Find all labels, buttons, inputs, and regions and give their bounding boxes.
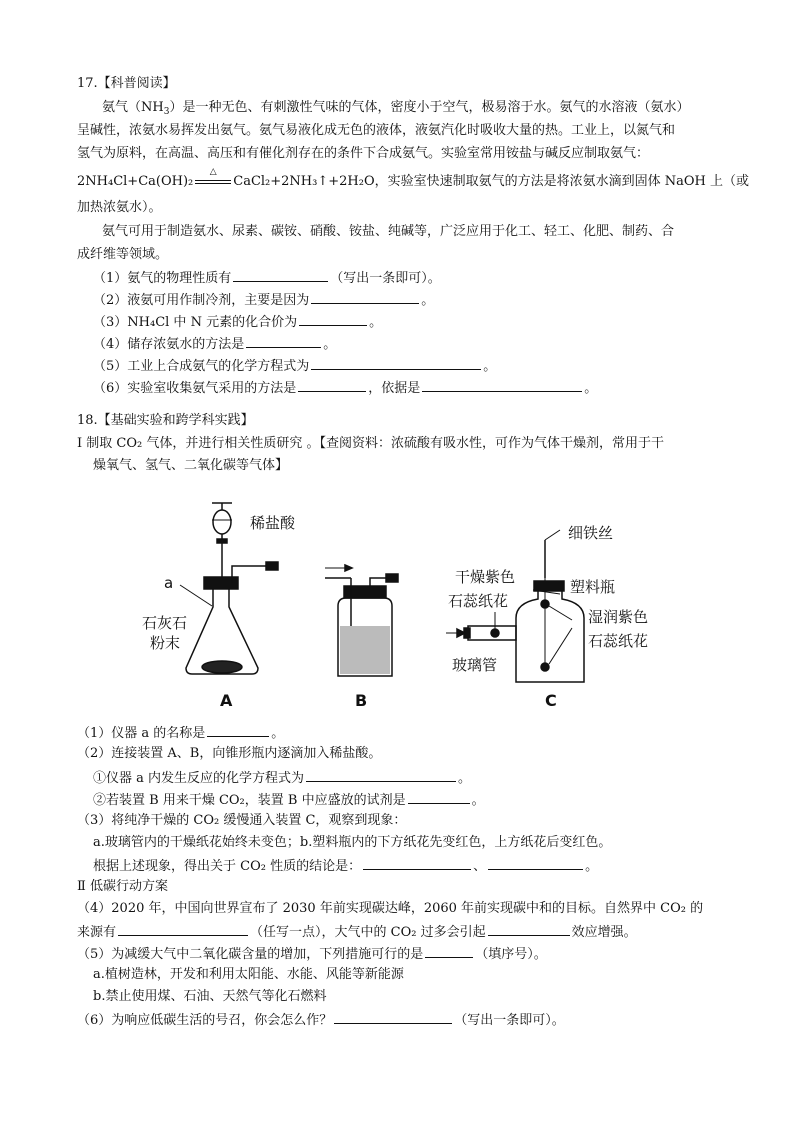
heating-symbol: △ — [193, 172, 233, 192]
q17-paragraph-6: 氨气可用于制造氨水、尿素、碳铵、硝酸、铵盐、纯碱等，广泛应用于化工、轻工、化肥、制药、合 — [102, 224, 675, 239]
answer-blank[interactable] — [363, 855, 471, 870]
fig-label-iron-wire: 细铁丝 — [568, 524, 614, 542]
q17-header: 17.【科普阅读】 — [77, 76, 176, 91]
q18-sub-4-line1: （4）2020 年，中国向世界宣布了 2030 年前实现碳达峰，2060 年前实现碳中和的目标。自然界中 CO₂ 的 — [77, 901, 704, 916]
answer-blank[interactable] — [118, 921, 248, 936]
q18-sub-5-option-b: b.禁止使用煤、石油、天然气等化石燃料 — [93, 989, 327, 1004]
q18-sub-4-line2: 来源有 （任写一点），大气中的 CO₂ 过多会引起 效应增强。 — [77, 921, 637, 943]
answer-blank[interactable] — [488, 855, 583, 870]
answer-blank[interactable] — [334, 1009, 452, 1024]
q18-sub-3: （3）将纯净干燥的 CO₂ 缓慢通入装置 C，观察到现象： — [77, 813, 407, 828]
q18-sub-1: （1）仪器 a 的名称是 。 — [77, 722, 284, 744]
fig-label-litmus-2: 石蕊纸花 — [588, 632, 649, 650]
paper-flower-bottom — [541, 663, 549, 671]
stopper — [534, 581, 564, 591]
q17-sub-1: （1）氨气的物理性质有 （写出一条即可）。 — [93, 267, 441, 289]
separatory-funnel-bulb — [213, 510, 231, 534]
answer-blank[interactable] — [306, 767, 456, 782]
paper-flower-top — [541, 600, 549, 608]
q18-sub-2: （2）连接装置 A、B，向锥形瓶内逐滴加入稀盐酸。 — [77, 746, 382, 761]
q17-paragraph-7: 成纤维等领域。 — [77, 247, 169, 262]
answer-blank[interactable] — [408, 789, 470, 804]
dry-paper-flower — [491, 629, 499, 637]
q17-paragraph-3: 氢气为原料，在高温、高压和有催化剂存在的条件下合成氨气。实验室常用铵盐与碱反应制取氨气： — [77, 146, 650, 161]
fig-label-powder: 粉末 — [150, 634, 181, 652]
q18-part1-line2: 燥氧气、氢气、二氧化碳等气体】 — [93, 458, 289, 473]
fig-label-glass-tube: 玻璃管 — [452, 656, 498, 674]
fig-label-plastic-bottle: 塑料瓶 — [570, 578, 616, 596]
fig-label-B: B — [355, 691, 368, 710]
answer-blank[interactable] — [425, 943, 473, 958]
q18-header: 18.【基础实验和跨学科实践】 — [77, 413, 254, 428]
fig-label-C: C — [545, 691, 557, 710]
plastic-bottle — [516, 591, 584, 682]
q18-sub-5-option-a: a.植树造林，开发和利用太阳能、水能、风能等新能源 — [93, 967, 404, 982]
stopper — [204, 577, 238, 589]
fig-label-litmus-1: 石蕊纸花 — [448, 592, 509, 610]
answer-blank[interactable] — [207, 722, 269, 737]
fig-label-limestone: 石灰石 — [142, 614, 188, 632]
answer-blank[interactable] — [488, 921, 570, 936]
fig-label-a: a — [164, 574, 174, 592]
q17-sub-4: （4）储存浓氨水的方法是 。 — [93, 333, 336, 355]
q17-sub-2: （2）液氨可用作制冷剂，主要是因为 。 — [93, 289, 434, 311]
q18-part1-line1: Ⅰ 制取 CO₂ 气体，并进行相关性质研究 。【查阅资料：浓硫酸有吸水性，可作为气体干燥剂，常用于干 — [77, 436, 664, 451]
q17-sub-3: （3）NH₄Cl 中 N 元素的化合价为 。 — [93, 311, 382, 333]
limestone-powder — [202, 661, 242, 673]
stopcock — [217, 539, 227, 543]
fig-label-A: A — [220, 691, 233, 710]
q17-equation: 2NH₄Cl+Ca(OH)₂ △ CaCl₂+2NH₃↑+2H₂O，实验室快速制取氨气的方法是将浓氨水滴到固体 NaOH 上（或 — [77, 172, 749, 192]
q18-sub-6: （6）为响应低碳生活的号召，你会怎么作？ （写出一条即可）。 — [77, 1009, 565, 1031]
q18-sub-2-2: ②若装置 B 用来干燥 CO₂，装置 B 中应盛放的试剂是 。 — [93, 789, 485, 811]
fig-label-dry-purple: 干燥紫色 — [455, 568, 516, 586]
q17-paragraph-5: 加热浓氨水）。 — [77, 200, 162, 215]
q17-sub-5: （5）工业上合成氨气的化学方程式为 。 — [93, 355, 496, 377]
q18-sub-3-conclusion: 根据上述现象，得出关于 CO₂ 性质的结论是： 、 。 — [93, 855, 598, 877]
q18-sub-3-observation: a.玻璃管内的干燥纸花始终未变色；b.塑料瓶内的下方纸花先变红色，上方纸花后变红色。 — [93, 835, 612, 850]
q17-paragraph-1: 氨气$(NH_3)$是一种无色、有刺激性气味的气体，密度小于空气，极易溶于水。氨气的水溶液（氨水） — [102, 100, 690, 117]
q17-sub-6: （6）实验室收集氨气采用的方法是 ，依据是 。 — [93, 377, 597, 399]
q17-paragraph-2: 呈碱性，浓氨水易挥发出氨气。氨气易液化成无色的液体，液氨汽化时吸收大量的热。工业上，以氮气和 — [77, 123, 676, 138]
q18-part2-header: Ⅱ 低碳行动方案 — [77, 879, 168, 894]
fig-label-wet-purple: 湿润紫色 — [588, 608, 649, 626]
q18-sub-5: （5）为减缓大气中二氧化碳含量的增加，下列措施可行的是 （填序号）。 — [77, 943, 547, 965]
fig-label-dilute-hcl: 稀盐酸 — [250, 514, 296, 532]
liquid-reagent — [340, 626, 390, 674]
q18-sub-2-1: ①仪器 a 内发生反应的化学方程式为 。 — [93, 767, 471, 789]
